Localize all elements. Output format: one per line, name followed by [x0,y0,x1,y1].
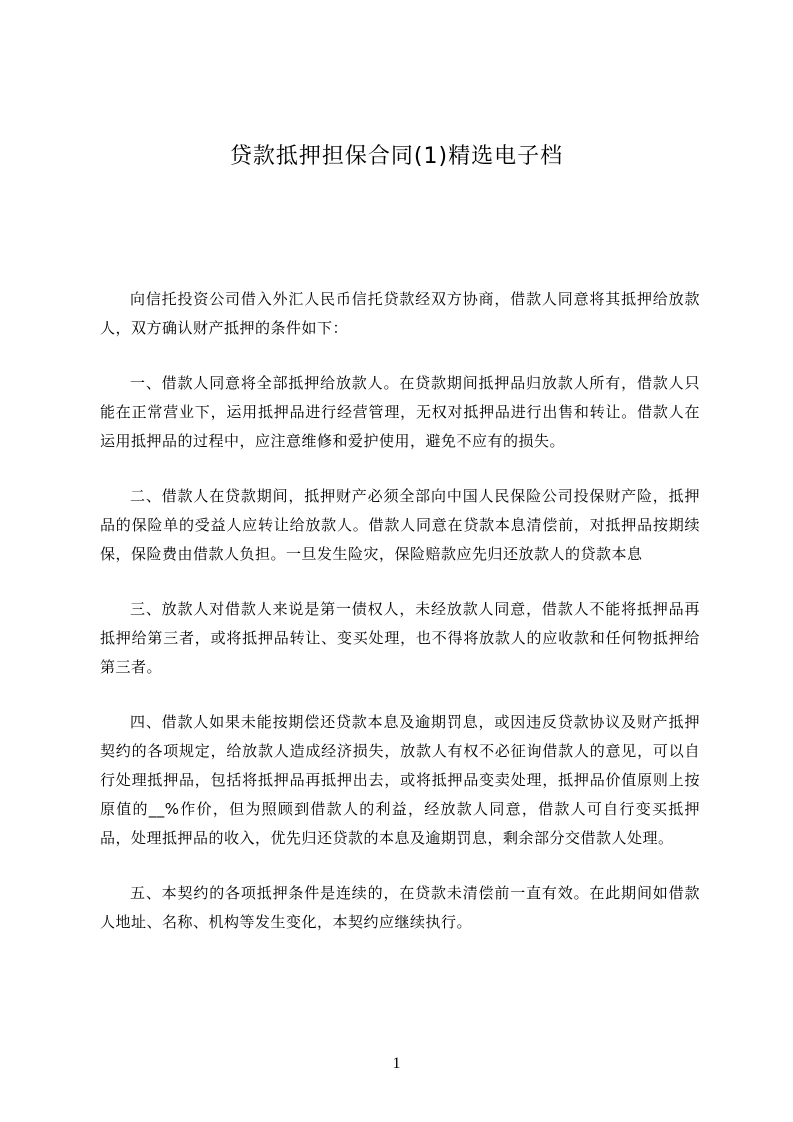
paragraph-clause-3: 三、放款人对借款人来说是第一债权人，未经放款人同意，借款人不能将抵押品再抵押给第三者，或将抵押品转让、变买处理，也不得将放款人的应收款和任何物抵押给第三者。 [100,600,700,676]
paragraph-clause-2: 二、借款人在贷款期间，抵押财产必须全部向中国人民保险公司投保财产险，抵押品的保险单的受益人应转让给放款人。借款人同意在贷款本息清偿前，对抵押品按期续保，保险费由借款人负担。一旦发生险灾，保险赔款应先归还放款人的贷款本息 [100,487,700,563]
paragraph-clause-1: 一、借款人同意将全部抵押给放款人。在贷款期间抵押品归放款人所有，借款人只能在正常营业下，运用抵押品进行经营管理，无权对抵押品进行出售和转让。借款人在运用抵押品的过程中，应注意维修和爱护使用，避免不应有的损失。 [100,374,700,450]
paragraph-clause-5: 五、本契约的各项抵押条件是连续的，在贷款未清偿前一直有效。在此期间如借款人地址、名称、机构等发生变化，本契约应继续执行。 [100,884,700,931]
document-title: 贷款抵押担保合同(1)精选电子档 [229,144,564,169]
document-body [100,285,700,963]
paragraph-clause-4: 四、借款人如果未能按期偿还贷款本息及逾期罚息，或因违反贷款协议及财产抵押契约的各项规定，给放款人造成经济损失，放款人有权不必征询借款人的意见，可以自行处理抵押品，包括将抵押品再抵押出去，或将抵押品变卖处理，抵押品价值原则上按原值的__%作价，但为照顾到借款人的利益，经放款人同意，借款人可自行变买抵押品，处理抵押品的收入，优先归还贷款的本息及逾期罚息，剩余部分交借款人处理。 [100,713,700,847]
paragraph-intro: 向信托投资公司借入外汇人民币信托贷款经双方协商，借款人同意将其抵押给放款人，双方确认财产抵押的条件如下： [100,290,700,337]
page-number: 1 [392,1055,401,1072]
